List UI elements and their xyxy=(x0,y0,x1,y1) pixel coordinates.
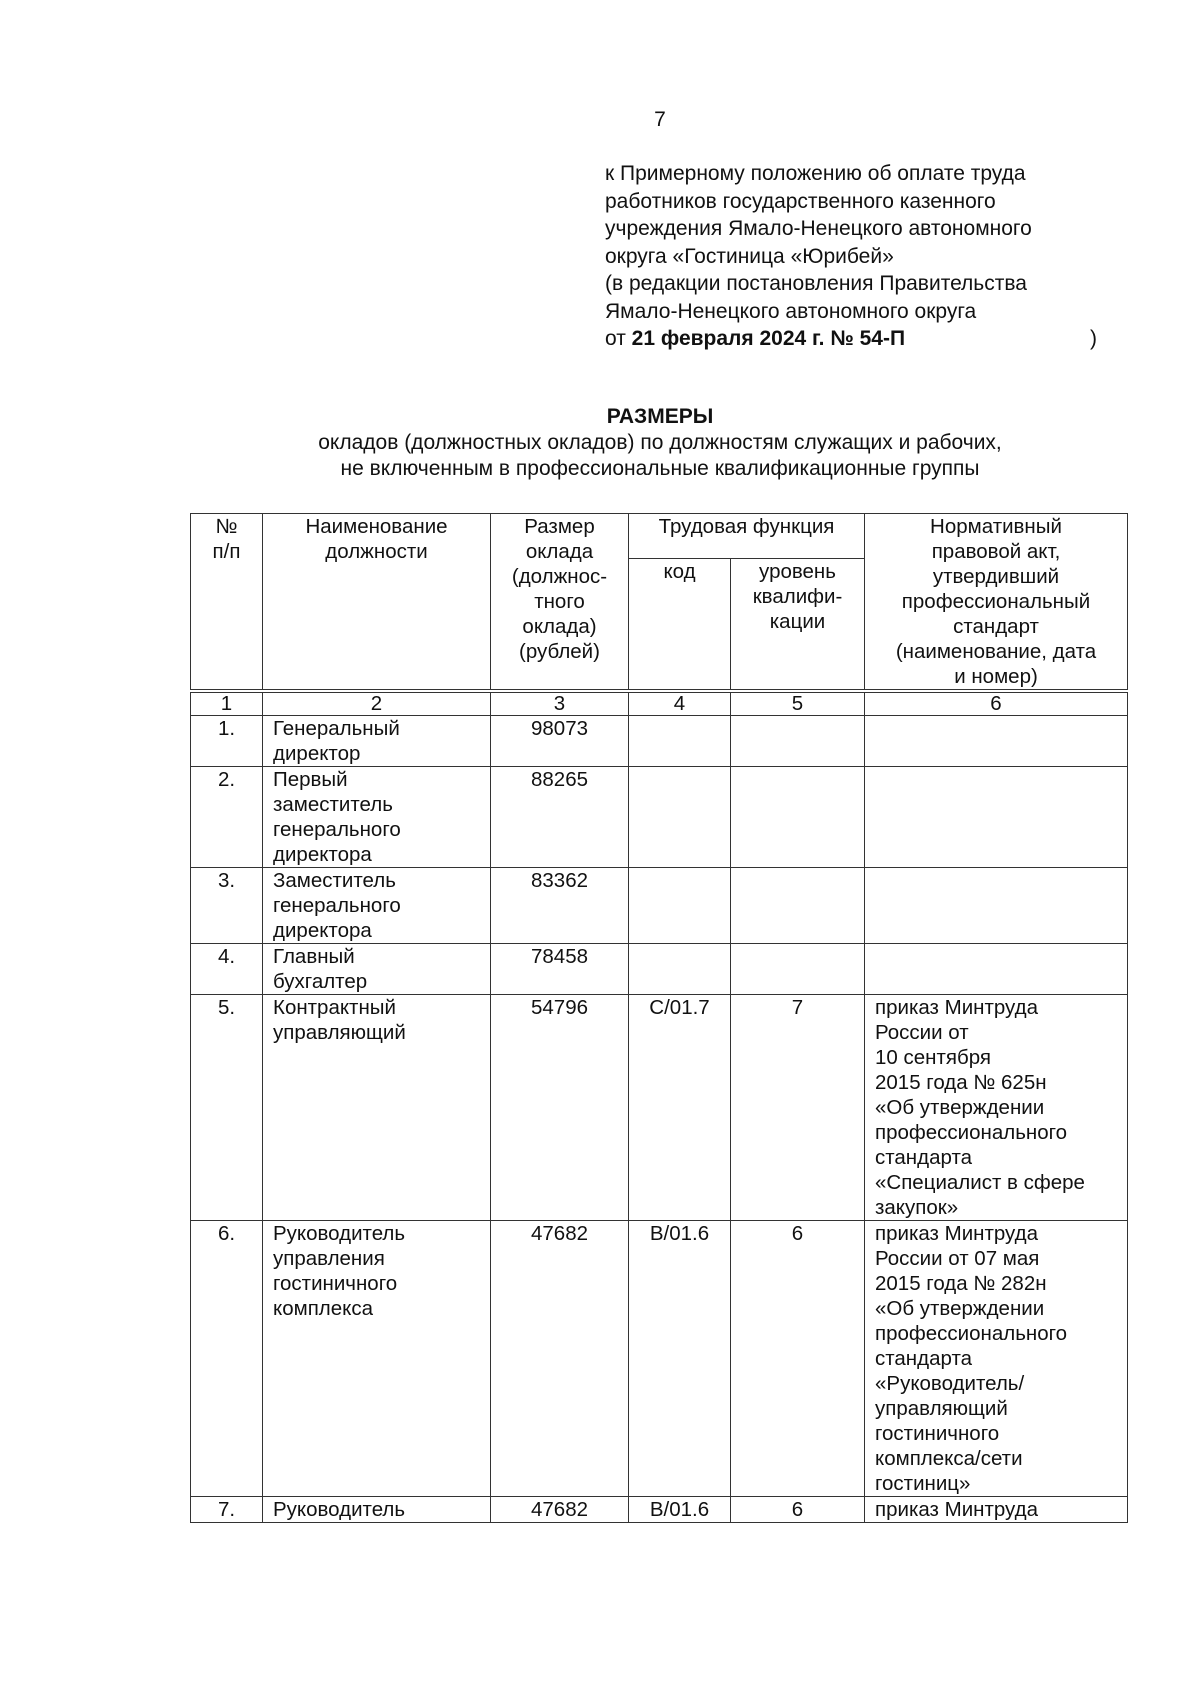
regulatory-act: приказ Минтруда xyxy=(865,1497,1128,1523)
appendix-close-paren: ) xyxy=(1090,327,1097,350)
salary-table xyxy=(190,513,1128,1523)
header-salary: Размер оклада (должнос- тного оклада) (рублей) xyxy=(491,514,629,692)
column-number: 1 xyxy=(191,691,263,716)
qualification-level xyxy=(731,868,865,944)
appendix-line: к Примерному положению об оплате труда xyxy=(605,162,1026,185)
salary-amount: 78458 xyxy=(491,944,629,995)
salary-amount: 47682 xyxy=(491,1221,629,1497)
qualification-level xyxy=(731,767,865,868)
position-name: Заместитель генерального директора xyxy=(263,868,491,944)
regulatory-act xyxy=(865,868,1128,944)
appendix-line: (в редакции постановления Правительства xyxy=(605,272,1027,295)
regulatory-act xyxy=(865,944,1128,995)
appendix-line: Ямало-Ненецкого автономного округа xyxy=(605,299,977,323)
position-name: Руководитель управления гостиничного комплекса xyxy=(263,1221,491,1497)
function-code xyxy=(629,868,731,944)
qualification-level: 7 xyxy=(731,995,865,1221)
appendix-note xyxy=(605,160,1125,353)
document-subtitle: окладов (должностных окладов) по должностям служащих и рабочих, xyxy=(318,431,1002,454)
function-code: C/01.7 xyxy=(629,995,731,1221)
page-number: 7 xyxy=(654,108,666,131)
qualification-level: 6 xyxy=(731,1221,865,1497)
appendix-date: 21 февраля 2024 г. № 54-П xyxy=(631,327,906,350)
header-level: уровень квалифи- кации xyxy=(731,558,865,691)
salary-amount: 83362 xyxy=(491,868,629,944)
header-name: Наименование должности xyxy=(263,514,491,692)
position-name: Главный бухгалтер xyxy=(263,944,491,995)
table-row xyxy=(191,767,1128,868)
appendix-line: учреждения Ямало-Ненецкого автономного xyxy=(605,217,1032,240)
regulatory-act xyxy=(865,716,1128,767)
row-number: 4. xyxy=(191,944,263,995)
row-number: 1. xyxy=(191,716,263,767)
qualification-level xyxy=(731,944,865,995)
table-row xyxy=(191,1497,1128,1523)
appendix-date-prefix: от xyxy=(605,327,632,350)
table-row xyxy=(191,1221,1128,1497)
table-row xyxy=(191,995,1128,1221)
function-code xyxy=(629,767,731,868)
header-act: Нормативный правовой акт, утвердивший профессиональный стандарт (наименование, дата и номер) xyxy=(865,514,1128,692)
salary-amount: 88265 xyxy=(491,767,629,868)
table-row xyxy=(191,944,1128,995)
appendix-date-line xyxy=(605,325,1125,353)
position-name: Генеральный директор xyxy=(263,716,491,767)
column-number: 6 xyxy=(865,691,1128,716)
salary-amount: 54796 xyxy=(491,995,629,1221)
row-number: 7. xyxy=(191,1497,263,1523)
regulatory-act: приказ Минтруда России от 10 сентября 2015 года № 625н «Об утверждении профессионального стандарта «Специалист в сфере закупок» xyxy=(865,995,1128,1221)
qualification-level xyxy=(731,716,865,767)
regulatory-act xyxy=(865,767,1128,868)
appendix-line: округа «Гостиница «Юрибей» xyxy=(605,244,894,268)
header-num: № п/п xyxy=(191,514,263,692)
row-number: 3. xyxy=(191,868,263,944)
header-function: Трудовая функция xyxy=(629,514,865,559)
column-number: 2 xyxy=(263,691,491,716)
function-code xyxy=(629,944,731,995)
table-header-row xyxy=(191,514,1128,559)
function-code: B/01.6 xyxy=(629,1221,731,1497)
position-name: Контрактный управляющий xyxy=(263,995,491,1221)
column-number-row xyxy=(191,691,1128,716)
function-code xyxy=(629,716,731,767)
appendix-line: работников государственного казенного xyxy=(605,189,996,213)
row-number: 6. xyxy=(191,1221,263,1497)
document-title: РАЗМЕРЫ xyxy=(606,405,714,428)
header-code: код xyxy=(629,558,731,691)
salary-amount: 47682 xyxy=(491,1497,629,1523)
table-row xyxy=(191,868,1128,944)
salary-amount: 98073 xyxy=(491,716,629,767)
row-number: 2. xyxy=(191,767,263,868)
position-name: Первый заместитель генерального директора xyxy=(263,767,491,868)
document-heading xyxy=(150,404,1170,482)
document-subtitle: не включенным в профессиональные квалификационные группы xyxy=(340,457,980,480)
position-name: Руководитель xyxy=(263,1497,491,1523)
column-number: 5 xyxy=(731,691,865,716)
row-number: 5. xyxy=(191,995,263,1221)
column-number: 4 xyxy=(629,691,731,716)
function-code: B/01.6 xyxy=(629,1497,731,1523)
qualification-level: 6 xyxy=(731,1497,865,1523)
table-row xyxy=(191,716,1128,767)
column-number: 3 xyxy=(491,691,629,716)
regulatory-act: приказ Минтруда России от 07 мая 2015 года № 282н «Об утверждении профессионального стандарта «Руководитель/ управляющий гостиничного комплекса/сети гостиниц» xyxy=(865,1221,1128,1497)
